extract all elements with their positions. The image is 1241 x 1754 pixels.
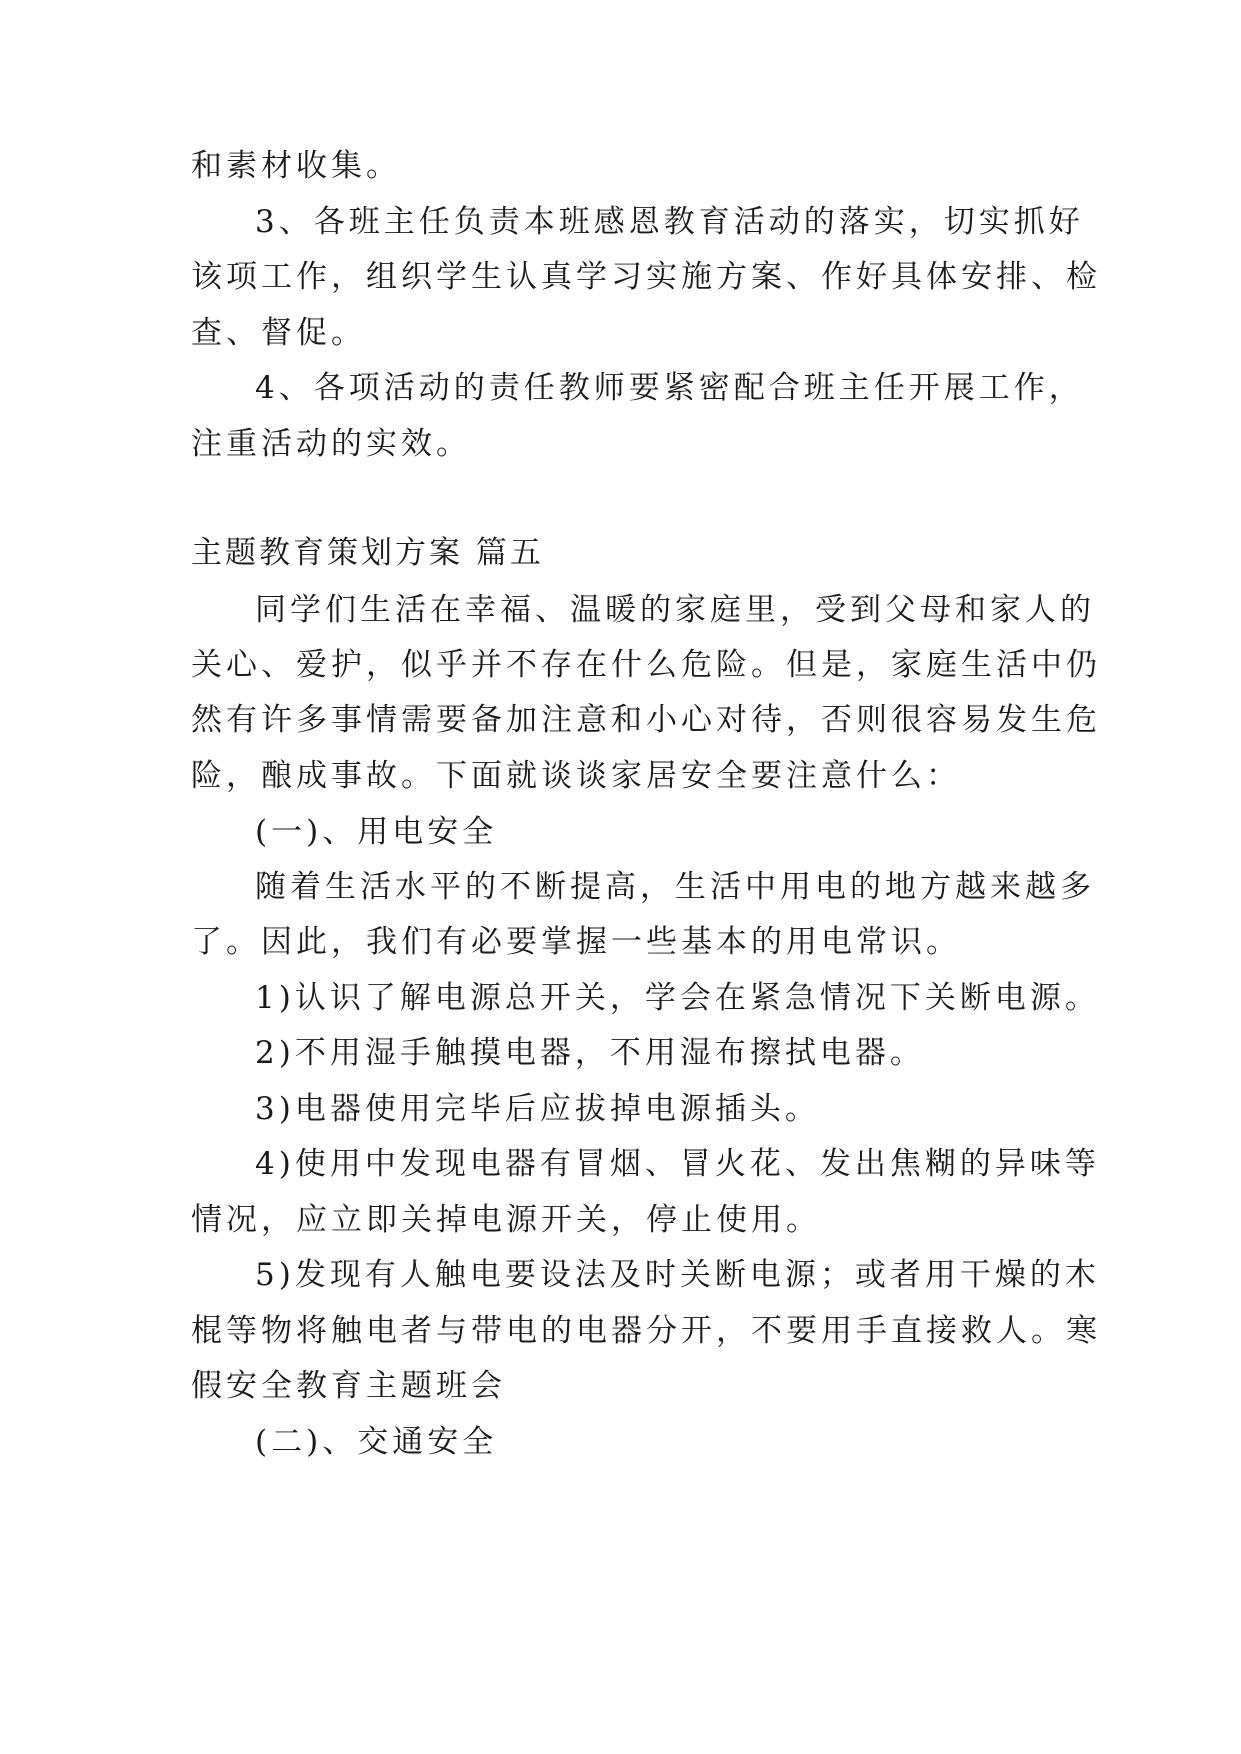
text-line: 情况，应立即关掉电源开关，停止使用。 [191,1202,821,1238]
list-item: 4)使用中发现电器有冒烟、冒火花、发出焦糊的异味等 [255,1146,1100,1182]
list-item: 3)电器使用完毕后应拔掉电源插头。 [255,1091,820,1127]
text-line: 了。因此，我们有必要掌握一些基本的用电常识。 [191,924,961,960]
text-line: 该项工作，组织学生认真学习实施方案、作好具体安排、检 [191,259,1101,295]
text-line: 随着生活水平的不断提高，生活中用电的地方越来越多 [255,869,1095,905]
text-line: 关心、爱护，似乎并不存在什么危险。但是，家庭生活中仍 [191,647,1101,683]
subsection-heading: (二)、交通安全 [255,1424,498,1460]
text-line: 查、督促。 [191,315,366,351]
text-line: 和素材收集。 [191,148,401,184]
text-line: 棍等物将触电者与带电的电器分开，不要用手直接救人。寒 [191,1313,1101,1349]
text-line: 3、各班主任负责本班感恩教育活动的落实，切实抓好 [255,204,1084,240]
text-line: 险，酿成事故。下面就谈谈家居安全要注意什么： [191,758,961,794]
text-line: 然有许多事情需要备加注意和小心对待，否则很容易发生危 [191,702,1101,738]
text-line: 同学们生活在幸福、温暖的家庭里，受到父母和家人的 [255,592,1095,628]
list-item: 2)不用湿手触摸电器，不用湿布擦拭电器。 [255,1035,925,1071]
list-item: 1)认识了解电源总开关，学会在紧急情况下关断电源。 [255,980,1100,1016]
list-item: 5)发现有人触电要设法及时关断电源；或者用干燥的木 [255,1257,1100,1293]
text-line: 假安全教育主题班会 [191,1368,506,1404]
subsection-heading: (一)、用电安全 [255,814,498,850]
text-line: 4、各项活动的责任教师要紧密配合班主任开展工作， [255,370,1084,406]
section-heading: 主题教育策划方案 篇五 [191,535,544,571]
text-line: 注重活动的实效。 [191,426,471,462]
